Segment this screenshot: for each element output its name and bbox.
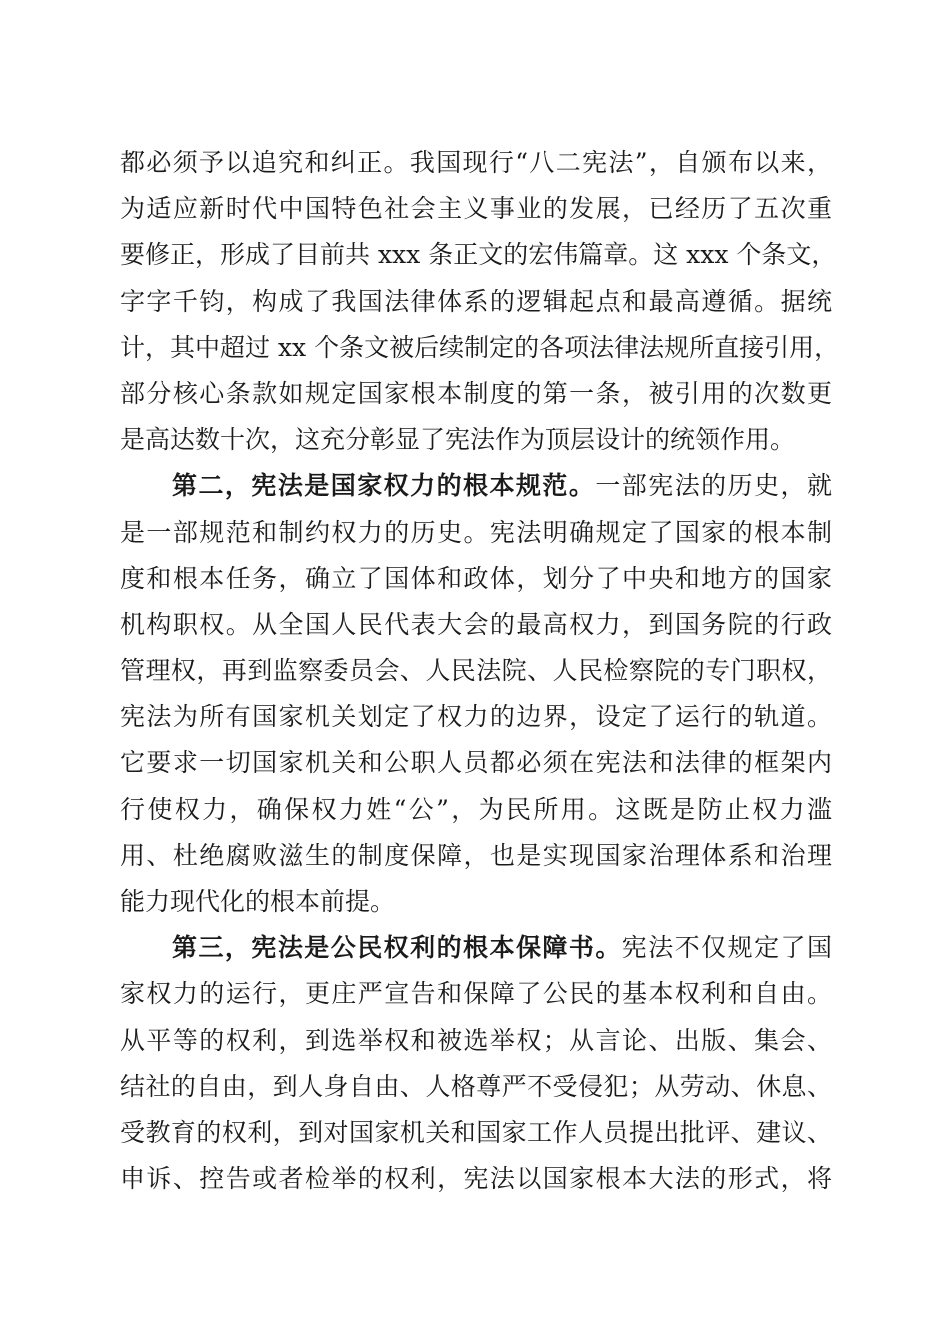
text-line: 受教育的权利，到对国家机关和国家工作人员提出批评、建议、 [120,1117,832,1147]
text-line: 管理权，再到监察委员会、人民法院、人民检察院的专门职权， [120,656,832,686]
text-line: 计，其中超过 xx 个条文被后续制定的各项法律法规所直接引用， [120,332,840,362]
text-line: 结社的自由，到人身自由、人格尊严不受侵犯；从劳动、休息、 [120,1071,832,1101]
text-line: 家权力的运行，更庄严宣告和保障了公民的基本权利和自由。 [120,979,832,1009]
text-run: 一部宪法的历史，就 [595,471,832,501]
text-line: 从平等的权利，到选举权和被选举权；从言论、出版、集会、 [120,1025,832,1055]
text-line: 部分核心条款如规定国家根本制度的第一条，被引用的次数更 [120,378,832,408]
text-line: 行使权力，确保权力姓“公”，为民所用。这既是防止权力滥 [120,794,832,824]
text-run: 宪法不仅规定了国 [621,933,832,963]
text-line: 是一部规范和制约权力的历史。宪法明确规定了国家的根本制 [120,517,832,547]
text-line: 要修正，形成了目前共 xxx 条正文的宏伟篇章。这 xxx 个条文， [120,240,837,270]
text-line: 用、杜绝腐败滋生的制度保障，也是实现国家治理体系和治理 [120,840,832,870]
document-page [120,140,840,1202]
text-line: 申诉、控告或者检举的权利，宪法以国家根本大法的形式，将 [120,1164,832,1194]
text-line: 它要求一切国家机关和公职人员都必须在宪法和法律的框架内 [120,748,832,778]
text-line: 机构职权。从全国人民代表大会的最高权力，到国务院的行政 [120,609,832,639]
paragraph-1 [120,140,840,463]
text-line: 能力现代化的根本前提。 [120,887,396,916]
section-heading: 第三，宪法是公民权利的根本保障书。 [172,933,622,963]
text-line: 字字千钧，构成了我国法律体系的逻辑起点和最高遵循。据统 [120,286,832,316]
text-line: 度和根本任务，确立了国体和政体，划分了中央和地方的国家 [120,563,832,593]
text-line: 宪法为所有国家机关划定了权力的边界，设定了运行的轨道。 [120,702,832,732]
text-line: 是高达数十次，这充分彰显了宪法作为顶层设计的统领作用。 [120,425,796,455]
text-line: 为适应新时代中国特色社会主义事业的发展，已经历了五次重 [120,194,832,224]
paragraph-first-line [120,925,832,971]
paragraph-first-line [120,463,832,509]
paragraph-2 [120,463,832,925]
text-line: 都必须予以追究和纠正。我国现行“八二宪法”，自颁布以来， [120,148,832,177]
paragraph-3 [120,925,832,1202]
section-heading: 第二，宪法是国家权力的根本规范。 [172,471,596,501]
